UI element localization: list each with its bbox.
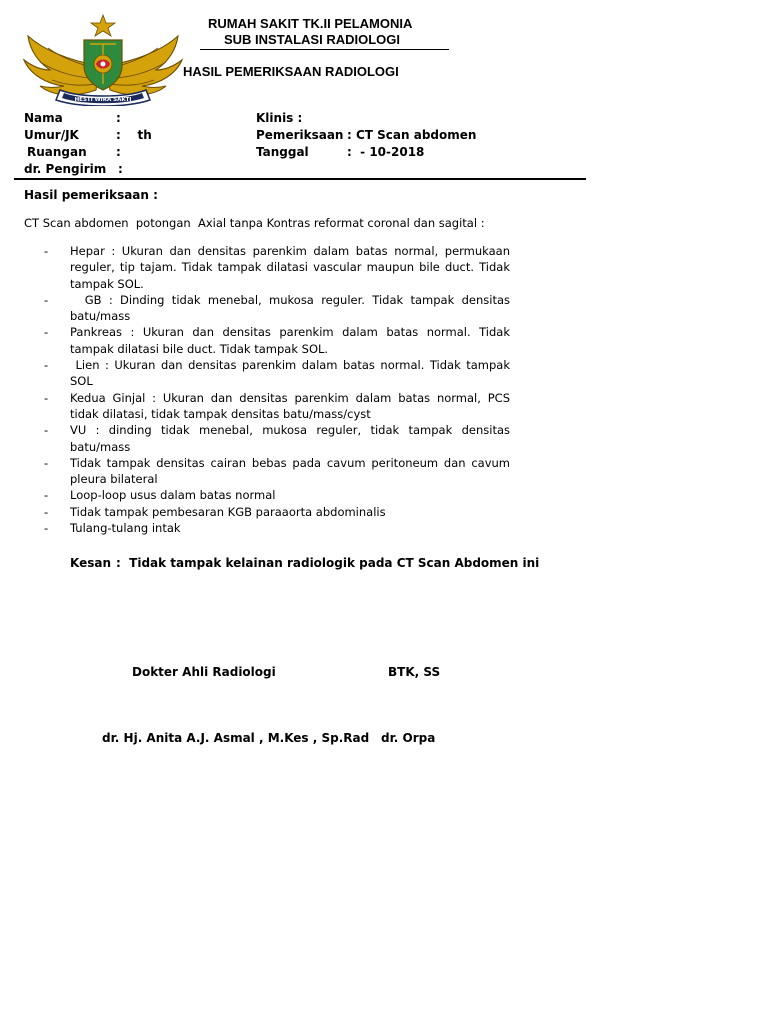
list-item: - Pankreas : Ukuran dan densitas parenkim dalam batas normal. Tidak tampak dilatasi bile duct. Tidak tampak SOL.: [44, 325, 510, 356]
section-divider: [14, 178, 586, 180]
list-item: - Tidak tampak pembesaran KGB paraaorta abdominalis: [44, 504, 386, 519]
radiologist-name: dr. Hj. Anita A.J. Asmal , M.Kes , Sp.Rad: [102, 731, 370, 745]
date-label: Tanggal: [256, 145, 309, 159]
hospital-name: RUMAH SAKIT TK.II PELAMONIA: [208, 16, 413, 31]
findings-list: [44, 243, 514, 536]
impression-label: Kesan: [70, 556, 112, 570]
header-underline: [200, 49, 449, 50]
impression-value: : Tidak tampak kelainan radiologik pada CT Scan Abdomen ini: [116, 556, 540, 570]
name-value: :: [116, 111, 121, 125]
sender-value: :: [118, 162, 123, 176]
exam-label: Pemeriksaan: [256, 128, 344, 142]
date-value: : - 10-2018: [347, 145, 425, 159]
technician-name: dr. Orpa: [381, 731, 436, 745]
list-item: - VU : dinding tidak menebal, mukosa reguler, tidak tampak densitas batu/mass: [44, 423, 510, 454]
list-item: - Hepar : Ukuran dan densitas parenkim dalam batas normal, permukaan reguler, tip tajam. Tidak tampak dilatasi vascular maupun bile duct. Tidak tampak SOL.: [44, 244, 510, 291]
list-item: - Lien : Ukuran dan densitas parenkim dalam batas normal. Tidak tampak SOL: [44, 358, 514, 389]
list-item: - Tulang-tulang intak: [44, 521, 181, 536]
exam-value: : CT Scan abdomen: [347, 128, 477, 142]
results-intro: CT Scan abdomen potongan Axial tanpa Kontras reformat coronal dan sagital :: [24, 216, 485, 230]
age-value: : th: [116, 128, 152, 142]
age-label: Umur/JK: [24, 128, 79, 142]
logo-banner-text: HESTI WIRA SAKTI: [74, 97, 132, 103]
list-item: - Kedua Ginjal : Ukuran dan densitas parenkim dalam batas normal, PCS tidak dilatasi, tidak tampak densitas batu/mass/cyst: [44, 390, 510, 421]
department-name: SUB INSTALASI RADIOLOGI: [224, 32, 400, 47]
list-item: - Tidak tampak densitas cairan bebas pada cavum peritoneum dan cavum pleura bilateral: [44, 455, 510, 487]
results-heading: Hasil pemeriksaan :: [24, 188, 158, 202]
clinical-label: Klinis :: [256, 111, 303, 125]
technician-title: BTK, SS: [388, 665, 441, 679]
ward-value: :: [116, 145, 121, 159]
list-item: - Loop-loop usus dalam batas normal: [44, 488, 276, 503]
name-label: Nama: [24, 111, 63, 125]
radiologist-title: Dokter Ahli Radiologi: [132, 665, 276, 679]
report-title: HASIL PEMERIKSAAN RADIOLOGI: [183, 64, 399, 79]
sender-label: dr. Pengirim: [24, 162, 107, 176]
hospital-emblem-logo: [18, 14, 188, 106]
ward-label: Ruangan: [27, 145, 87, 159]
list-item: - GB : Dinding tidak menebal, mukosa reguler. Tidak tampak densitas batu/mass: [44, 292, 514, 324]
